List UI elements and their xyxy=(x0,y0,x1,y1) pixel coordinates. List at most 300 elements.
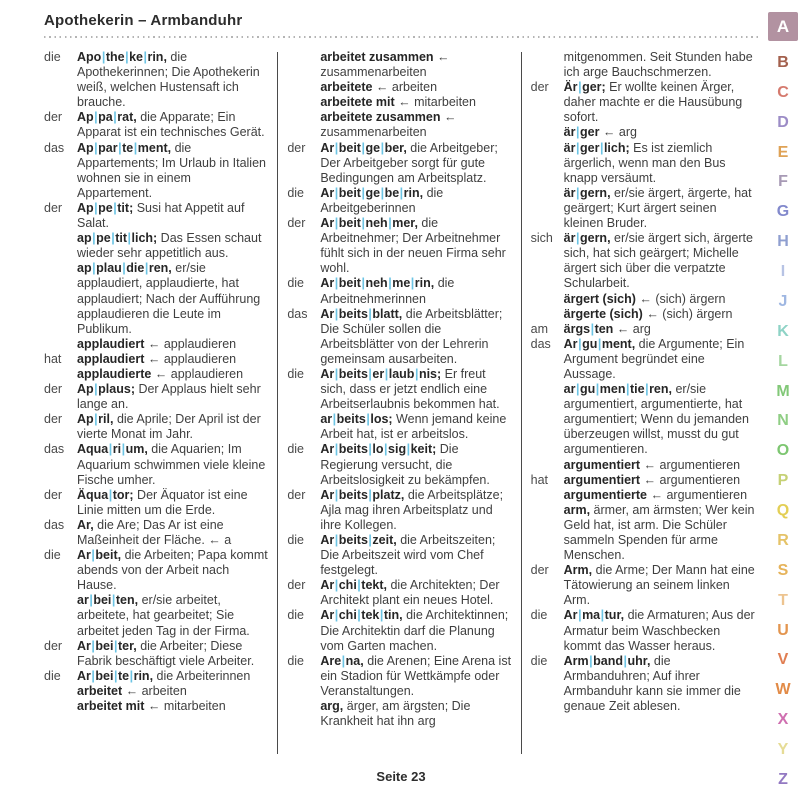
entry-article xyxy=(531,382,564,457)
alphabet-letter-c[interactable]: C xyxy=(777,83,789,101)
alphabet-letter-d[interactable]: D xyxy=(777,113,789,131)
syllable-separator: | xyxy=(361,216,365,231)
entry-article: sich xyxy=(530,231,553,246)
entry-article xyxy=(531,141,564,186)
syllable-separator: | xyxy=(334,578,339,593)
entry-headword: Ap|par|te|ment, xyxy=(77,140,172,155)
entry-headword: Ar|beits|blatt, xyxy=(320,306,403,321)
alphabet-letter-g[interactable]: G xyxy=(776,203,790,221)
entry-article xyxy=(531,458,564,473)
entry-article: die xyxy=(287,653,305,668)
dictionary-entry xyxy=(531,292,755,307)
syllable-separator: | xyxy=(380,140,385,155)
entry-headword: Ar|ma|tur, xyxy=(563,608,625,623)
syllable-separator: | xyxy=(91,668,95,683)
entry-article: das xyxy=(44,140,65,155)
entry-headword: Ar|beits|lo|sig|keit; xyxy=(320,442,437,457)
alphabet-letter-j[interactable]: J xyxy=(778,292,788,310)
entry-headword: är|gern, xyxy=(563,185,611,200)
entry-article: die xyxy=(44,548,61,563)
entry-body: Ar|beits|er|laub|nis; Er freut sich, dass er jetzt endlich eine Arbeitserlaubnis bekommen hat. xyxy=(320,366,500,412)
entry-headword: Ap|ril, xyxy=(77,412,114,427)
entry-body: är|gern, er/sie ärgert sich, ärgerte sich, hat sich geärgert; Michelle ärgert sich über die verpatzte Schularbeit. xyxy=(563,231,753,291)
entry-headword: Ar|chi|tek|tin, xyxy=(320,608,403,623)
entry-headword: Ar|beits|platz, xyxy=(320,487,405,502)
alphabet-letter-a[interactable]: A xyxy=(768,12,798,41)
entry-article xyxy=(287,50,320,80)
dictionary-entry xyxy=(531,608,755,653)
entry-headword: arm, xyxy=(563,502,591,517)
syllable-separator: | xyxy=(384,366,389,381)
syllable-separator: | xyxy=(334,185,339,200)
syllable-separator: | xyxy=(122,261,126,276)
entry-article: der xyxy=(287,216,306,231)
entry-article xyxy=(44,367,77,382)
entry-article: der xyxy=(44,110,63,125)
entry-body: Ap|pa|rat, die Apparate; Ein Apparat ist ein technisches Gerät. xyxy=(77,110,265,140)
entry-headword: applaudiert xyxy=(77,351,145,366)
dictionary-entry xyxy=(287,367,511,412)
dictionary-entry xyxy=(287,95,511,110)
entry-body: Ar|beit, die Arbeiten; Papa kommt abends von der Arbeit nach Hause. xyxy=(77,548,268,593)
entry-body: arbeitete mit ← mitarbeiten xyxy=(320,95,476,110)
entry-headword: är|gern, xyxy=(563,231,611,246)
syllable-separator: | xyxy=(334,306,339,321)
alphabet-letter-n[interactable]: N xyxy=(777,412,789,430)
entry-headword: Ar|beit, xyxy=(77,548,122,563)
entry-article xyxy=(531,307,564,322)
dictionary-entry xyxy=(531,186,755,231)
alphabet-letter-e[interactable]: E xyxy=(777,143,789,161)
syllable-separator: | xyxy=(92,231,96,246)
entry-body: Ar|beit|ge|be|rin, die Arbeitgeberinnen xyxy=(320,185,444,215)
syllable-separator: | xyxy=(332,412,337,427)
dictionary-entry xyxy=(44,141,268,201)
dictionary-entry xyxy=(287,276,511,306)
entry-headword: Ar, xyxy=(77,517,94,532)
syllable-separator: | xyxy=(399,185,404,200)
entry-headword: arbeitete zusammen xyxy=(320,110,441,125)
alphabet-letter-x[interactable]: X xyxy=(777,711,789,729)
entry-headword: Ar|beit|neh|me|rin, xyxy=(320,276,435,291)
dictionary-entry xyxy=(44,669,268,684)
dictionary-entry xyxy=(531,125,755,140)
dictionary-entry xyxy=(287,608,511,653)
alphabet-letter-i[interactable]: I xyxy=(780,263,786,280)
alphabet-letter-f[interactable]: F xyxy=(778,173,788,191)
dictionary-entry xyxy=(531,322,755,337)
entry-article xyxy=(531,292,564,307)
alphabet-letter-u[interactable]: U xyxy=(777,621,789,639)
syllable-separator: | xyxy=(118,140,122,155)
entry-headword: arbeitete xyxy=(320,80,373,95)
entry-body: ar|gu|men|tie|ren, er/sie argumentiert, argumentierte, hat argumentiert; Wenn du jemanden überzeugen willst, musst du gut argumentieren. xyxy=(563,382,749,457)
dictionary-entry xyxy=(44,231,268,261)
dictionary-entry xyxy=(44,442,268,487)
syllable-separator: | xyxy=(91,638,95,653)
syllable-separator: | xyxy=(368,306,372,321)
syllable-separator: | xyxy=(645,382,649,397)
entry-article: der xyxy=(44,487,63,502)
entry-headword: Ar|beit|ge|ber, xyxy=(320,140,407,155)
dictionary-entry xyxy=(531,50,755,80)
syllable-separator: | xyxy=(357,608,361,623)
syllable-separator: | xyxy=(575,231,580,246)
page-title: Apothekerin – Armbanduhr xyxy=(44,12,243,29)
entry-article: die xyxy=(530,653,548,668)
dictionary-entry xyxy=(531,563,755,608)
syllable-separator: | xyxy=(94,382,98,397)
syllable-separator: | xyxy=(578,336,582,351)
entry-body: ärgs|ten ← arg xyxy=(563,321,651,336)
entry-body: arbeitet zusammen ← zusammenarbeiten xyxy=(320,50,450,80)
alphabet-letter-o[interactable]: O xyxy=(776,442,790,460)
alphabet-letter-q[interactable]: Q xyxy=(776,502,790,519)
entry-body: Ar|ma|tur, die Armaturen; Aus der Armatur beim Waschbecken kommt das Wasser heraus. xyxy=(563,608,755,653)
dictionary-entry xyxy=(531,141,755,186)
entry-body: Ar|beit|neh|me|rin, die Arbeitnehmerinnen xyxy=(320,276,455,306)
alphabet-letter-b[interactable]: B xyxy=(777,53,789,71)
column-rule xyxy=(277,52,278,754)
alphabet-letter-r[interactable]: R xyxy=(777,531,789,549)
dictionary-entry xyxy=(44,110,268,140)
entry-article: das xyxy=(44,442,65,457)
entry-article: der xyxy=(287,140,306,155)
entry-article xyxy=(44,337,77,352)
dictionary-entry xyxy=(44,50,268,110)
entry-body: argumentiert ← argumentieren xyxy=(563,472,741,487)
entry-headword: Ar|chi|tekt, xyxy=(320,578,387,593)
syllable-separator: | xyxy=(334,442,339,457)
entry-body: Ar|beits|zeit, die Arbeitszeiten; Die Arbeitszeit wird vom Chef festgelegt. xyxy=(320,533,496,578)
entry-headword: applaudierte xyxy=(77,366,152,381)
syllable-separator: | xyxy=(133,140,138,155)
page-number: Seite 23 xyxy=(376,769,426,784)
entry-body: applaudiert ← applaudieren xyxy=(77,336,237,351)
syllable-separator: | xyxy=(368,442,372,457)
dictionary-entry xyxy=(531,231,755,291)
entry-headword: Ar|beit|neh|mer, xyxy=(320,216,418,231)
entry-body: Aqua|ri|um, die Aquarien; Im Aquarium schwimmen viele kleine Fische umher. xyxy=(77,442,266,487)
entry-headword: ärgs|ten xyxy=(563,321,614,336)
entry-body: Ar|beits|blatt, die Arbeitsblätter; Die Schüler sollen die Arbeitsblätter von der Lehrerin gemeinsam ausarbeiten. xyxy=(320,306,503,366)
alphabet-letter-v[interactable]: V xyxy=(777,651,789,669)
entry-article: am xyxy=(530,321,549,336)
syllable-separator: | xyxy=(94,110,98,125)
alphabet-letter-p[interactable]: P xyxy=(777,472,789,490)
entry-article: hat xyxy=(44,351,62,366)
syllable-separator: | xyxy=(380,185,385,200)
syllable-separator: | xyxy=(575,185,580,200)
dictionary-entry xyxy=(531,80,755,125)
entry-article xyxy=(287,110,320,140)
dictionary-entry xyxy=(531,458,755,473)
entry-headword: ärgert (sich) xyxy=(563,291,636,306)
dictionary-entry xyxy=(287,186,511,216)
alphabet-letter-s[interactable]: S xyxy=(777,561,789,579)
syllable-separator: | xyxy=(111,593,116,608)
syllable-separator: | xyxy=(341,653,346,668)
entry-article: der xyxy=(44,382,63,397)
alphabet-letter-t[interactable]: T xyxy=(778,591,788,609)
syllable-separator: | xyxy=(89,593,93,608)
entry-headword: Ap|pe|tit; xyxy=(77,200,134,215)
entry-headword: arg, xyxy=(320,699,344,714)
syllable-separator: | xyxy=(368,487,372,502)
syllable-separator: | xyxy=(129,668,134,683)
entry-article: hat xyxy=(530,472,549,487)
entry-headword: Ar|bei|ter, xyxy=(77,638,137,653)
entry-headword: ap|pe|tit|lich; xyxy=(77,231,158,246)
syllable-separator: | xyxy=(578,608,582,623)
syllable-separator: | xyxy=(623,653,628,668)
column-rule xyxy=(521,52,522,754)
syllable-separator: | xyxy=(590,321,595,336)
entry-body: Äqua|tor; Der Äquator ist eine Linie mitten um die Erde. xyxy=(77,487,248,517)
dictionary-entry xyxy=(287,533,511,578)
entry-headword: Är|ger; xyxy=(563,80,606,95)
entry-article: das xyxy=(44,517,65,532)
dictionary-entry xyxy=(531,307,755,322)
entry-headword: Ap|pa|rat, xyxy=(77,110,137,125)
entry-article xyxy=(44,231,77,261)
syllable-separator: | xyxy=(334,276,339,291)
syllable-separator: | xyxy=(361,140,365,155)
entry-body: Ar|bei|te|rin, die Arbeiterinnen xyxy=(77,668,251,683)
entry-body: ar|beits|los; Wenn jemand keine Arbeit hat, ist er arbeitslos. xyxy=(320,412,507,442)
syllable-separator: | xyxy=(113,638,118,653)
entry-article: die xyxy=(530,608,548,623)
syllable-separator: | xyxy=(143,50,147,64)
entry-body: Ap|plaus; Der Applaus hielt sehr lange an. xyxy=(77,382,261,412)
dictionary-entry xyxy=(531,654,755,714)
header-divider xyxy=(44,36,760,38)
entry-headword: Ar|beits|er|laub|nis; xyxy=(320,366,442,381)
dictionary-entry xyxy=(44,548,268,593)
entry-headword: argumentiert xyxy=(563,457,641,472)
syllable-separator: | xyxy=(368,533,372,547)
entry-body: arbeitete ← arbeiten xyxy=(320,80,438,95)
entry-article xyxy=(287,699,320,729)
entry-article: der xyxy=(44,200,63,215)
entry-body: Arm|band|uhr, die Armbanduhren; Auf ihrer Armbanduhr kann sie immer die genaue Zeit ablesen. xyxy=(563,653,741,714)
syllable-separator: | xyxy=(127,231,131,246)
entry-article xyxy=(287,412,320,442)
entry-body: ap|plau|die|ren, er/sie applaudiert, applaudierte, hat applaudiert; Nach der Aufführung applaudieren die Leute im Publikum. xyxy=(77,261,261,336)
entry-article: die xyxy=(287,366,305,381)
alphabet-letter-h[interactable]: H xyxy=(777,233,789,251)
dictionary-entry xyxy=(531,382,755,457)
dictionary-entry xyxy=(44,518,268,548)
entry-article: der xyxy=(530,563,549,578)
entry-headword: Are|na, xyxy=(320,653,364,668)
syllable-separator: | xyxy=(125,50,129,64)
entry-body: är|ger|lich; Es ist ziemlich ärgerlich, wenn man den Bus knapp versäumt. xyxy=(563,140,726,185)
dictionary-entry xyxy=(44,639,268,669)
entry-article xyxy=(531,488,564,503)
entry-headword: Aqua|ri|um, xyxy=(77,442,148,457)
entry-article: der xyxy=(44,412,63,427)
dictionary-entry xyxy=(287,216,511,276)
alphabet-letter-w[interactable]: W xyxy=(775,681,791,699)
entry-headword: Ar|beit|ge|be|rin, xyxy=(320,185,424,200)
entry-headword: Apo|the|ke|rin, xyxy=(77,50,167,64)
entry-body: är|gern, er/sie ärgert, ärgerte, hat geärgert; Kurt ärgert seinen kleinen Bruder. xyxy=(563,185,752,231)
entry-headword: arbeitet mit xyxy=(77,699,145,714)
dictionary-content xyxy=(44,50,760,756)
entry-headword: Arm|band|uhr, xyxy=(563,653,651,668)
entry-headword: Arm, xyxy=(563,563,593,578)
entry-body: Ap|pe|tit; Susi hat Appetit auf Salat. xyxy=(77,200,245,231)
entry-article xyxy=(44,699,77,714)
dictionary-entry xyxy=(531,503,755,563)
alphabet-letter-l[interactable]: L xyxy=(778,352,788,370)
syllable-separator: | xyxy=(406,442,411,457)
entry-body: ärgerte (sich) ← (sich) ärgern xyxy=(563,306,733,321)
syllable-separator: | xyxy=(334,533,339,547)
alphabet-index xyxy=(768,12,798,788)
entry-article xyxy=(531,50,564,80)
entry-headword: ar|bei|ten, xyxy=(77,593,139,608)
syllable-separator: | xyxy=(334,608,339,623)
alphabet-letter-y[interactable]: Y xyxy=(777,741,789,758)
syllable-separator: | xyxy=(334,366,339,381)
entry-body: Ar|chi|tek|tin, die Architektinnen; Die Architektin darf die Planung vom Garten machen. xyxy=(320,608,509,653)
entry-body: Ar|chi|tekt, die Architekten; Der Architekt plant ein neues Hotel. xyxy=(320,578,500,608)
entry-headword: ärgerte (sich) xyxy=(563,306,643,321)
syllable-separator: | xyxy=(589,653,593,668)
entry-body: Ar|beits|platz, die Arbeitsplätze; Ajla mag ihren Arbeitsplatz und ihre Kollegen. xyxy=(320,487,504,532)
entry-headword: Ap|plaus; xyxy=(77,382,135,397)
syllable-separator: | xyxy=(101,50,106,64)
dictionary-entry xyxy=(44,412,268,442)
page-header xyxy=(44,12,760,38)
entry-headword: arbeitet xyxy=(77,683,123,698)
entry-headword: arbeitete mit xyxy=(320,95,395,110)
entry-article xyxy=(44,593,77,638)
entry-article: die xyxy=(287,276,305,291)
entry-body: Ar|beits|lo|sig|keit; Die Regierung versucht, die Arbeitslosigkeit zu bekämpfen. xyxy=(320,442,490,487)
syllable-separator: | xyxy=(578,80,582,95)
dictionary-entry xyxy=(287,578,511,608)
syllable-separator: | xyxy=(595,382,600,397)
dictionary-entry xyxy=(531,337,755,382)
dictionary-entry xyxy=(287,80,511,95)
entry-article: die xyxy=(287,533,305,547)
entry-body: Arm, die Arme; Der Mann hat eine Tätowierung an seinem linken Arm. xyxy=(563,563,755,608)
entry-headword: är|ger xyxy=(563,125,600,140)
entry-body: ar|bei|ten, er/sie arbeitet, arbeitete, hat gearbeitet; Sie arbeitet jeden Tag in der Firma. xyxy=(77,593,250,638)
dictionary-entry xyxy=(44,382,268,412)
entry-article: die xyxy=(287,185,305,200)
entry-headword: ar|beits|los; xyxy=(320,412,393,427)
syllable-separator: | xyxy=(361,276,365,291)
syllable-separator: | xyxy=(379,608,384,623)
entry-body: Are|na, die Arenen; Eine Arena ist ein Stadion für Wettkämpfe oder Veranstaltungen. xyxy=(320,653,512,698)
syllable-separator: | xyxy=(410,276,415,291)
dictionary-entry xyxy=(44,261,268,336)
entry-body: applaudiert ← applaudieren xyxy=(77,351,237,366)
syllable-separator: | xyxy=(113,110,117,125)
syllable-separator: | xyxy=(384,442,388,457)
entry-article xyxy=(44,261,77,336)
entry-body: arbeitete zusammen ← zusammenarbeiten xyxy=(320,110,457,140)
entry-body: är|ger ← arg xyxy=(563,125,637,140)
entry-body: ap|pe|tit|lich; Das Essen schaut wieder sehr appetitlich aus. xyxy=(77,231,262,261)
syllable-separator: | xyxy=(366,412,370,427)
entry-article xyxy=(531,186,564,231)
entry-body: argumentiert ← argumentieren xyxy=(563,457,741,472)
dictionary-entry xyxy=(44,367,268,382)
dictionary-entry xyxy=(287,699,511,729)
entry-article xyxy=(44,684,77,699)
dictionary-entry xyxy=(531,473,755,488)
entry-article: der xyxy=(287,487,306,502)
syllable-separator: | xyxy=(111,231,115,246)
syllable-separator: | xyxy=(361,185,365,200)
syllable-separator: | xyxy=(388,216,392,231)
syllable-separator: | xyxy=(108,442,113,457)
dictionary-entry xyxy=(44,337,268,352)
alphabet-letter-m[interactable]: M xyxy=(776,382,790,400)
syllable-separator: | xyxy=(625,382,630,397)
syllable-separator: | xyxy=(575,382,580,397)
syllable-separator: | xyxy=(357,578,361,593)
entry-body: Ar, die Are; Das Ar ist eine Maßeinheit der Fläche. ← a xyxy=(77,517,232,547)
syllable-separator: | xyxy=(597,336,602,351)
entry-article: das xyxy=(530,336,551,351)
dictionary-entry xyxy=(44,593,268,638)
entry-article: der xyxy=(287,578,306,593)
entry-headword: applaudiert xyxy=(77,336,145,351)
entry-headword: Äqua|tor; xyxy=(77,487,134,502)
entry-headword: argumentiert xyxy=(563,472,641,487)
entry-headword: argumentierte xyxy=(563,487,648,502)
dictionary-entry xyxy=(44,699,268,714)
entry-headword: Ar|beits|zeit, xyxy=(320,533,397,547)
entry-body: mitgenommen. Seit Stunden habe ich arge Bauchschmerzen. xyxy=(563,50,753,80)
entry-body: argumentierte ← argumentieren xyxy=(563,487,748,502)
entry-body: Ar|bei|ter, die Arbeiter; Diese Fabrik beschäftigt viele Arbeiter. xyxy=(77,638,255,668)
alphabet-letter-z[interactable]: Z xyxy=(778,770,788,788)
dictionary-entry xyxy=(287,442,511,487)
entry-body: Ap|par|te|ment, die Appartements; Im Urlaub in Italien wohnen sie in einem Appartement. xyxy=(77,140,266,200)
entry-headword: Ar|bei|te|rin, xyxy=(77,668,154,683)
dictionary-entry xyxy=(287,50,511,80)
syllable-separator: | xyxy=(108,487,113,502)
syllable-separator: | xyxy=(334,487,339,502)
dictionary-entry xyxy=(44,352,268,367)
dictionary-entry xyxy=(44,684,268,699)
entry-article: der xyxy=(530,80,549,95)
entry-article xyxy=(531,125,564,140)
entry-body: arm, ärmer, am ärmsten; Wer kein Geld hat, ist arm. Die Schüler sammeln Spenden für arme Menschen. xyxy=(563,502,755,563)
entry-body: Är|ger; Er wollte keinen Ärger, daher machte er die Hausübung sofort. xyxy=(563,80,743,125)
syllable-separator: | xyxy=(144,261,149,276)
syllable-separator: | xyxy=(113,200,117,215)
syllable-separator: | xyxy=(575,125,580,140)
alphabet-letter-k[interactable]: K xyxy=(777,322,789,340)
entry-headword: ap|plau|die|ren, xyxy=(77,261,172,276)
syllable-separator: | xyxy=(91,548,95,563)
entry-article: die xyxy=(287,442,305,457)
entry-article: die xyxy=(287,608,305,623)
dictionary-entry xyxy=(287,110,511,140)
entry-article xyxy=(287,95,320,110)
entry-headword: ar|gu|men|tie|ren, xyxy=(563,382,672,397)
syllable-separator: | xyxy=(414,366,419,381)
dictionary-entry xyxy=(44,488,268,518)
